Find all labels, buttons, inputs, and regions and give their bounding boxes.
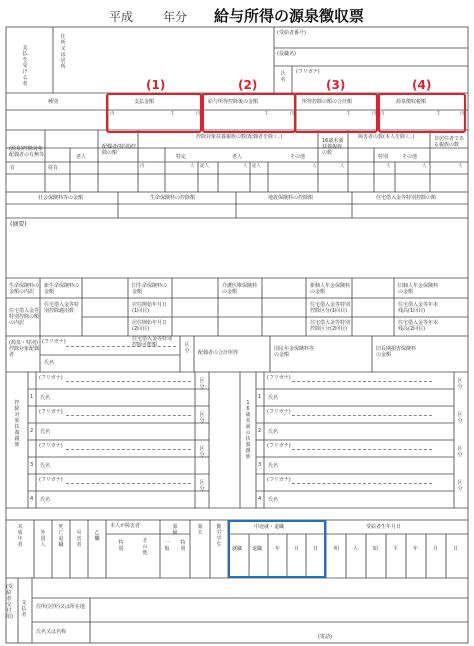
unit-thousand: 千 xyxy=(170,112,175,117)
era-taisho: 大 xyxy=(353,546,359,552)
dependent-furigana-line xyxy=(66,415,191,416)
unit-thousand: 千 xyxy=(264,112,269,117)
dependent-class-2: 区分 xyxy=(199,412,205,424)
residence-date-2-label: 居住開始年月日(2回目) xyxy=(132,320,168,332)
dependents-list-label: 控除対象扶養親族 xyxy=(14,400,20,448)
under16-furigana-line xyxy=(292,483,432,484)
dependent-number-4: 4 xyxy=(30,496,34,502)
dependent-furigana-1: (フリガナ) xyxy=(39,375,63,381)
unit-person: 人 xyxy=(312,164,317,169)
under16-class-4: 区分 xyxy=(457,480,463,492)
dependent-furigana-3: (フリガナ) xyxy=(39,443,63,449)
era-heisei: 平 xyxy=(393,546,399,552)
unit-inner: 内 xyxy=(110,112,115,117)
spouse-class-label: 区分 xyxy=(184,342,190,354)
title-era: 平成 xyxy=(109,10,134,24)
housing-class-1-label: 住宅借入金等特別控除区分(1回目) xyxy=(310,302,351,314)
dependent-furigana-line xyxy=(66,483,191,484)
midyear-month: 月 xyxy=(294,546,300,552)
annotation-label-4: (4) xyxy=(412,78,432,92)
midyear-header: 中途就・退職 xyxy=(254,524,285,530)
balance-1-label: 住宅借入金等年末残高(1回目) xyxy=(398,302,439,314)
annotation-box-1 xyxy=(106,93,202,133)
annotation-box-3 xyxy=(294,93,378,133)
disaster-label: 災害者 xyxy=(76,530,82,548)
working-student-label: 勤労学生 xyxy=(216,524,222,548)
form-title: 給与所得の源泉徴収票 xyxy=(214,7,365,25)
dependent-number-2: 2 xyxy=(30,428,34,434)
unit-person: 人 xyxy=(243,164,248,169)
life-breakdown-label: 生命保険料の金額の内訳 xyxy=(9,283,40,295)
widower-label: 寡夫 xyxy=(197,524,203,536)
category-label: 種別 xyxy=(48,99,59,105)
header-total-deduction: 所得控除の額の合計額 xyxy=(302,99,353,105)
housing-deduction-label: 住宅借入金等特別控除の額 xyxy=(376,195,437,201)
recipient-copy-label: (受給者交付用) xyxy=(6,584,13,620)
unit-cohabit: 従人 xyxy=(200,164,209,169)
under16-class-1: 区分 xyxy=(457,378,463,390)
unit-person: 人 xyxy=(458,164,463,169)
era-showa: 昭 xyxy=(373,546,379,552)
social-insurance-label: 社会保険料等の金額 xyxy=(38,195,84,201)
under16-name-4: 氏名 xyxy=(268,497,279,503)
under16-furigana-line xyxy=(292,381,432,382)
title-year: 年分 xyxy=(163,10,188,24)
under16-name-2: 氏名 xyxy=(268,429,279,435)
pension-insurance-label: 国民年金保険料等の金額 xyxy=(274,346,315,358)
new-pension-label: 新個人年金保険料の金額 xyxy=(310,283,351,295)
dependent-class-4: 区分 xyxy=(199,480,205,492)
other-label: その他 xyxy=(290,154,306,160)
care-medical-label: 介護医療保険料の金額 xyxy=(222,283,258,295)
under16-furigana-line xyxy=(292,415,432,416)
old-pension-label: 旧個人年金保険料の金額 xyxy=(398,283,439,295)
unit-thousand: 千 xyxy=(346,112,351,117)
new-life-label: 新生命保険料の金額 xyxy=(44,283,80,295)
under16-furigana-2: (フリガナ) xyxy=(267,409,291,415)
old-insurance-label: 旧長期損害保険料の金額 xyxy=(376,346,417,358)
self-disabled-label: 本人が障害者 xyxy=(110,523,141,529)
widow-label: 寡婦 xyxy=(172,524,178,536)
unit-thousand: 千 xyxy=(436,112,441,117)
have-mark: 有 xyxy=(10,165,16,171)
dependent-number-3: 3 xyxy=(30,462,34,468)
unit-inner: 内 xyxy=(380,112,385,117)
under16-furigana-4: (フリガナ) xyxy=(267,477,291,483)
dependent-furigana-line xyxy=(66,449,191,450)
under16-number-3: 3 xyxy=(258,462,262,468)
under16-class-2: 区分 xyxy=(457,412,463,424)
special-deduction-label: 配偶者(特別)控除の額 xyxy=(102,144,136,156)
special-label: 特定 xyxy=(176,154,187,160)
midyear-year: 年 xyxy=(275,546,281,552)
remarks-label: (摘要) xyxy=(10,221,27,228)
dependent-furigana-4: (フリガナ) xyxy=(39,477,63,483)
unit-person: 人 xyxy=(190,164,195,169)
dependent-name-1: 氏名 xyxy=(40,395,51,401)
payer-address-label: 住所(居所)又は所在地 xyxy=(36,604,85,610)
dependent-class-3: 区分 xyxy=(199,446,205,458)
birth-year: 年 xyxy=(413,546,419,552)
under16-furigana-3: (フリガナ) xyxy=(267,443,291,449)
unit-yen: 円 xyxy=(460,112,465,117)
recipient-number-label: (受給者番号) xyxy=(277,30,306,36)
dependent-name-2: 氏名 xyxy=(40,429,51,435)
retirement-label: 退職 xyxy=(252,546,263,552)
annotation-box-4 xyxy=(378,93,466,133)
unit-person: 人 xyxy=(340,164,345,169)
payer-name-label: 氏名又は名称 xyxy=(36,629,67,635)
annotation-label-1: (1) xyxy=(146,78,166,92)
birth-date-header: 受給者生年月日 xyxy=(366,524,402,530)
nonresident-count-label: 非居住者である親族の数 xyxy=(434,136,465,148)
spouse-status-label: (源泉)控除対象配偶者の有無等 xyxy=(9,146,45,158)
dependent-number-1: 1 xyxy=(30,394,34,400)
birth-month: 月 xyxy=(433,546,439,552)
annotation-label-2: (2) xyxy=(238,78,258,92)
disabled-special-label: 特別 xyxy=(378,154,389,160)
earthquake-insurance-label: 地震保険料の控除額 xyxy=(268,195,314,201)
balance-2-label: 住宅借入金等年末残高(2回目) xyxy=(398,320,439,332)
payer-label: 支払者 xyxy=(21,600,27,618)
header-withholding-tax: 源泉徴収税額 xyxy=(396,99,427,105)
disabled-count-label: 障害者の数(本人を除く。) xyxy=(358,134,415,140)
dependent-furigana-line xyxy=(66,381,191,382)
minor-label: 未成年者 xyxy=(17,524,23,548)
under16-name-3: 氏名 xyxy=(268,463,279,469)
dependent-class-1: 区分 xyxy=(199,378,205,390)
unit-inner: 内 xyxy=(140,164,145,169)
annotation-label-3: (3) xyxy=(326,78,346,92)
old-label: 老人 xyxy=(76,154,87,160)
spouse-block-label: (源泉・特別)控除対象配偶者 xyxy=(9,340,40,358)
unit-yen: 円 xyxy=(372,112,377,117)
spouse-name-label: 氏名 xyxy=(44,360,55,366)
payee-address-label: 住所又は居所 xyxy=(60,34,66,70)
furigana-label: (フリガナ) xyxy=(296,69,320,75)
under16-furigana-line xyxy=(292,449,432,450)
under16-count-label: 16歳未満扶養親族の数 xyxy=(322,138,344,156)
dependent-furigana-2: (フリガナ) xyxy=(39,409,63,415)
possible-amount-label: 住宅借入金等特別控除可能額 xyxy=(132,336,173,348)
annotation-box-2 xyxy=(202,93,296,133)
widow-general-label: 一般 xyxy=(164,540,170,552)
era-meiji: 明 xyxy=(334,546,340,552)
unit-yen: 円 xyxy=(196,112,201,117)
unit-yen: 円 xyxy=(290,112,295,117)
life-insurance-label: 生命保険料の控除額 xyxy=(150,195,196,201)
birth-day: 日 xyxy=(453,546,459,552)
dependent-name-4: 氏名 xyxy=(40,497,51,503)
dependent-name-3: 氏名 xyxy=(40,463,51,469)
unit-person: 人 xyxy=(386,164,391,169)
spouse-income-label: 配偶者の合計所得 xyxy=(198,350,239,356)
header-payment-amount: 支払金額 xyxy=(134,99,155,105)
position-label: (役職名) xyxy=(277,51,296,57)
under16-furigana-1: (フリガナ) xyxy=(267,375,291,381)
unit-person: 人 xyxy=(422,164,427,169)
under16-name-1: 氏名 xyxy=(268,395,279,401)
subordinate-mark: 従有 xyxy=(48,165,59,171)
old-life-label: 旧生命保険料の金額 xyxy=(132,283,168,295)
widow-special-label: 特別 xyxy=(180,540,186,552)
unit-cohabit: 従人 xyxy=(252,164,261,169)
under16-list-label: 16歳未満の扶養親族 xyxy=(245,400,251,460)
housing-breakdown-label: 住宅借入金等特別控除の額の内訳 xyxy=(9,308,40,326)
payee-label: 支払を受ける者 xyxy=(22,45,28,87)
dependents-count-label: 控除対象扶養親族の数(配偶者を除く。) xyxy=(196,134,283,140)
self-disabled-special: 特別 xyxy=(118,540,124,552)
midyear-day: 日 xyxy=(313,546,319,552)
under16-number-1: 1 xyxy=(258,394,262,400)
header-after-deduction: 給与所得控除後の金額 xyxy=(208,99,259,105)
payer-phone-label: (電話) xyxy=(318,634,332,640)
under16-class-3: 区分 xyxy=(457,446,463,458)
payee-name-label: 氏名 xyxy=(280,71,286,83)
employment-label: 就職 xyxy=(232,546,243,552)
housing-class-2-label: 住宅借入金等特別控除区分(2回目) xyxy=(310,320,351,332)
otsu-label: 乙欄 xyxy=(94,530,100,542)
foreigner-label: 外国人 xyxy=(40,530,46,548)
death-retirement-label: 死亡退職 xyxy=(58,524,64,548)
disabled-other-label: その他 xyxy=(402,154,418,160)
under16-number-2: 2 xyxy=(258,428,262,434)
spouse-furigana-label: (フリガナ) xyxy=(42,339,66,345)
elderly-label: 老人 xyxy=(232,154,243,160)
housing-count-label: 住宅借入金等特別控除適用数 xyxy=(44,302,80,314)
residence-date-1-label: 居住開始年月日(1回目) xyxy=(132,302,168,314)
under16-number-4: 4 xyxy=(258,496,262,502)
self-disabled-other: その他 xyxy=(142,538,148,556)
